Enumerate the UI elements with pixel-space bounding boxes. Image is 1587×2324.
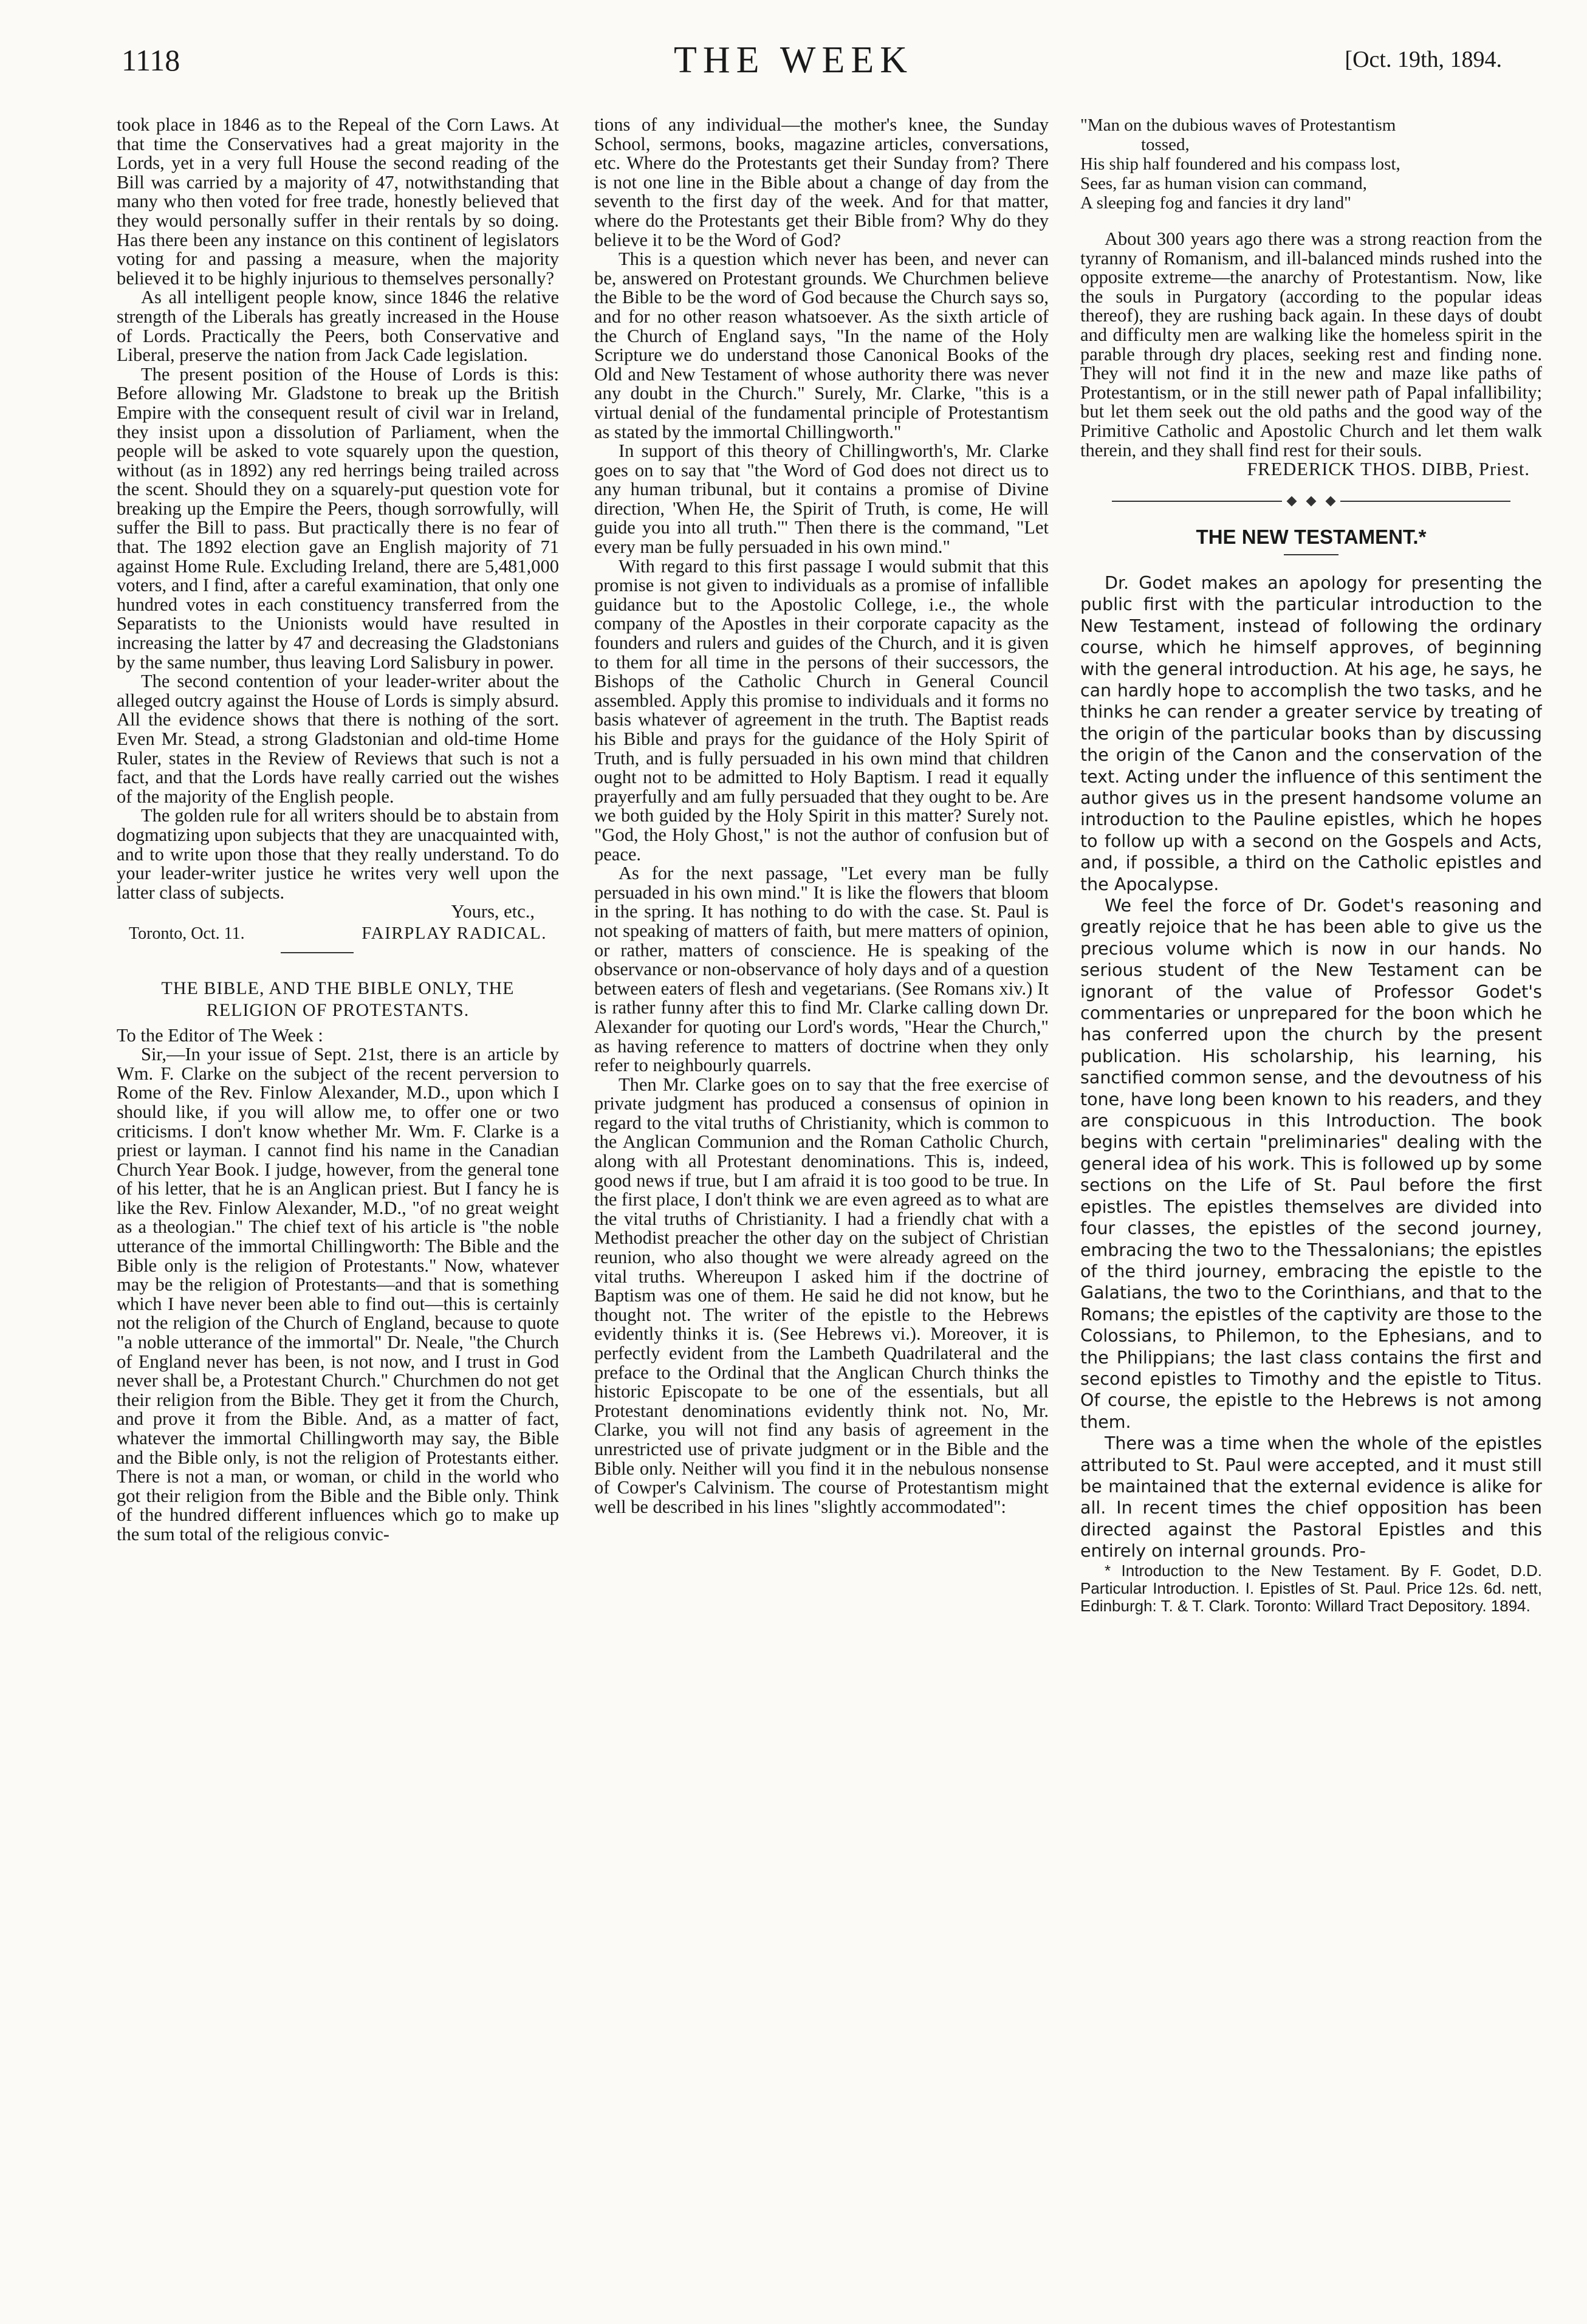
article-title-line: RELIGION OF PROTESTANTS. bbox=[206, 999, 470, 1020]
divider bbox=[1284, 554, 1338, 555]
paragraph: This is a question which never has been, and never can be, answered on Protestant grounds. We Churchmen believe the Bible to be the word of God because the Church says so, and for no other reason whatsoever. As the sixth article of the Church of England says, "In the name of the Holy Scripture we do understand those Canonical Books of the Old and New Testament of whose authority there was never any doubt in the Church." Surely, Mr. Clarke, "this is a virtual denial of the fundamental principle of Protestantism as stated by the immortal Chillingworth." bbox=[594, 249, 1049, 442]
letter-closing: Yours, etc., bbox=[451, 901, 535, 922]
paragraph: About 300 years ago there was a strong reaction from the tyranny of Romanism, and ill-balanced minds rushed into the opposite extreme—the anarchy of Protestantism. Now, like the souls in Purgatory (according to the popular ideas thereof), they are rushing back again. In these days of doubt and difficulty men are walking like the homeless spirit in the parable through dry places, seeking rest and finding none. They will not find it in the new and maze like paths of Protestantism, or in the still newer path of Papal infallibility; but let them seek out the old paths and the good way of the Primitive Catholic and Apostolic Church and let them walk therein, and they shall find rest for their souls. bbox=[1080, 228, 1542, 461]
poem-line: A sleeping fog and fancies it dry land" bbox=[1080, 193, 1351, 213]
poem-quote bbox=[1080, 115, 1542, 213]
article-title bbox=[117, 978, 559, 1021]
column-2 bbox=[594, 115, 1049, 2303]
ornamental-divider bbox=[1080, 490, 1542, 510]
paragraph: With regard to this first passage I would submit that this promise is not given to individuals as a promise of infallible guidance but to the Apostolic College, i.e., the whole company of the Apostles in their corporate capacity as the founders and rulers and guides of the Church, and it is given to them for all time in the persons of their successors, the Bishops of the Catholic Church in General Council assembled. Apply this promise to individuals and it forms no basis whatever of agreement in the truth. The Baptist reads his Bible and prays for the guidance of the Holy Spirit of Truth, and is fully persuaded in his own mind that children ought not to be admitted to Holy Baptism. I read it equally prayerfully and am fully persuaded that they ought to be. Are we both guided by the Holy Spirit in this matter? Surely not. "God, the Holy Ghost," is not the author of confusion but of peace. bbox=[594, 555, 1049, 865]
paragraph: took place in 1846 as to the Repeal of the Corn Laws. At that time the Conservatives had a great majority in the Lords, yet in a very full House the second reading of the Bill was carried by a majority of 47, notwithstanding that many who then voted for free trade, honestly believed that they would personally suffer in their rentals by so doing. Has there been any instance on this continent of legislators voting for and passing a measure, when the majority believed it to be highly injurious to themselves personally? bbox=[117, 115, 559, 289]
column-3 bbox=[1080, 115, 1542, 2303]
place-date: Toronto, Oct. 11. bbox=[129, 924, 245, 943]
paragraph: The second contention of your leader-writer about the alleged outcry against the House of Lords is simply absurd. All the evidence shows that there is nothing of the sort. Even Mr. Stead, a strong Gladstonian and old-time Home Ruler, states in the Review of Reviews that such is not a fact, and that the Lords have really carried out the wishes of the majority of the English people. bbox=[117, 671, 559, 807]
poem-line: Sees, far as human vision can command, bbox=[1080, 174, 1367, 193]
letter-signature: FAIRPLAY RADICAL. bbox=[362, 923, 547, 943]
divider bbox=[281, 952, 354, 953]
paragraph: There was a time when the whole of the epistles attributed to St. Paul were accepted, and it must still be maintained that the external evidence is alike for all. In recent times the chief opposition has been directed against the Pastoral Epistles and this entirely on internal grounds. Pro- bbox=[1080, 1433, 1542, 1561]
article-title: THE NEW TESTAMENT.* bbox=[1196, 526, 1427, 549]
poem-line: tossed, bbox=[1141, 135, 1190, 154]
page-number: 1118 bbox=[122, 43, 180, 77]
paragraph: tions of any individual—the mother's knee, the Sunday School, sermons, books, magazine articles, conversations, etc. Where do the Protestants get their Sunday from? There is not one line in the Bible about a change of day from the seventh to the first day of the week. And for that matter, where do the Protestants get their Bible from? Why do they believe it to be the Word of God? bbox=[594, 115, 1049, 250]
poem-line: "Man on the dubious waves of Protestantism bbox=[1080, 115, 1396, 135]
paragraph: Dr. Godet makes an apology for presenting the public first with the particular introduction to the New Testament, instead of following the ordinary course, which he himself approves, of beginning with the general introduction. At his age, he says, he can hardly hope to accomplish the two tasks, and he thinks he can render a greater service by treating of the origin of the particular books than by discussing the origin of the Canon and the conservation of the text. Acting under the influence of this sentiment the author gives us in the present handsome volume an introduction to the Pauline epistles, which he hopes to follow up with a second on the Gospels and Acts, and, if possible, a third on the Catholic epistles and the Apocalypse. bbox=[1080, 572, 1542, 894]
letter-signature: FREDERICK THOS. DIBB, Priest. bbox=[1247, 459, 1530, 480]
paragraph: In support of this theory of Chillingworth's, Mr. Clarke goes on to say that "the Word of God does not direct us to any human tribunal, but it contains a promise of Divine direction, 'When He, the Spirit of Truth, is come, He will guide you into all truth.'" Then there is the command, "Let every man be fully persuaded in his own mind." bbox=[594, 440, 1049, 558]
article-title-line: THE BIBLE, AND THE BIBLE ONLY, THE bbox=[161, 978, 515, 998]
poem-line: His ship half foundered and his compass lost, bbox=[1080, 154, 1400, 174]
letter-signature-line bbox=[117, 924, 559, 944]
paragraph: The present position of the House of Lords is this: Before allowing Mr. Gladstone to break up the British Empire with the consequent result of civil war in Ireland, they insist upon a dissolution of Parliament, when the people will be asked to vote squarely upon the question, without (as in 1892) any red herrings being trailed across the scent. Should they on a squarely-put question vote for breaking up the Empire the Peers, though sorrowfully, will suffer the Bill to pass. But practically there is no fear of that. The 1892 election gave an English majority of 71 against Home Rule. Excluding Ireland, there are 5,481,000 voters, and I find, after a careful examination, that only one hundred votes in each constituency transferred from the Separatists to the Unionists would have resulted in increasing the latter by 47 and decreasing the Gladstonians by the same number, thus leaving Lord Salisbury in power. bbox=[117, 363, 559, 673]
page-header bbox=[0, 0, 1587, 91]
paragraph: We feel the force of Dr. Godet's reasoning and greatly rejoice that he has been able to give us the precious volume which is now in our hands. No serious student of the New Testament can be ignorant of the value of Professor Godet's commentaries or unprepared for the boon which he has conferred upon the church by the present publication. His scholarship, his learning, his sanctified common sense, and the devoutness of his tone, have long been known to his readers, and they are conspicuous in this Introduction. The book begins with certain "preliminaries" dealing with the general idea of his work. This is followed up by some sections on the Life of St. Paul before the first epistles. The epistles themselves are divided into four classes, the epistles of the second journey, embracing the two to the Thessalonians; the epistles of the third journey, embracing the epistle to the Galatians, the two to the Corinthians, and that to the Romans; the epistles of the captivity are those to the Colossians, to Philemon, to the Ephesians, and to the Philippians; the last class contains the first and second epistles to Timothy and the epistle to Titus. Of course, the epistle to the Hebrews is not among them. bbox=[1080, 896, 1542, 1432]
review-body bbox=[1080, 572, 1542, 1562]
column-1 bbox=[117, 115, 559, 2303]
paragraph: As for the next passage, "Let every man be fully persuaded in his own mind." It is like the flowers that bloom in the spring. It has nothing to do with the case. St. Paul is not speaking of matters of faith, but mere matters of opinion, or rather, matters of conscience. He is speaking of the observance or non-observance of holy days and of a question between eaters of flesh and vegetarians. (See Romans xiv.) It is rather funny after this to find Mr. Clarke calling down Dr. Alexander for quoting our Lord's words, "Hear the Church," as having reference to matters of doctrine when they only refer to neighbourly quarrels. bbox=[594, 863, 1049, 1076]
salutation: To the Editor of The Week : bbox=[117, 1024, 323, 1046]
paragraph: As all intelligent people know, since 1846 the relative strength of the Liberals has greatly increased in the House of Lords. Practically the Peers, both Conservative and Liberal, preserve the nation from Jack Cade legislation. bbox=[117, 287, 559, 366]
footnote: * Introduction to the New Testament. By F. Godet, D.D. Particular Introduction. I. Epistles of St. Paul. Price 12s. 6d. nett, Edinburgh: T. & T. Clark. Toronto: Willard Tract Depository. 1894. bbox=[1080, 1561, 1542, 1615]
paragraph: Then Mr. Clarke goes on to say that the free exercise of private judgment has produced a consensus of opinion in regard to the vital truths of Christianity, which is common to the Anglican Communion and the Roman Catholic Church, along with all Protestant denominations. This is, indeed, good news if true, but I am afraid it is too good to be true. In the first place, I don't think we are even agreed as to what are the vital truths of Christianity. I had a friendly chat with a Methodist preacher the other day on the subject of Christian reunion, who also thought we were already agreed on the vital truths. Whereupon I asked him if the doctrine of Baptism was one of them. He said he did not know, but he thought not. The writer of the epistle to the Hebrews evidently thinks it is. (See Hebrews vi.). Moreover, it is perfectly evident from the Lambeth Quadrilateral and the preface to the Ordinal that the Anglican Church thinks the historic Episcopate to be one of the essentials, but all Protestant denominations evidently think not. No, Mr. Clarke, you will not find any basis of agreement in the unrestricted use of private judgment or in the Bible and the Bible only. Neither will you find it in the nebulous nonsense of Cowper's Calvinism. The course of Protestantism might well be described in his lines "slightly accommodated": bbox=[594, 1074, 1049, 1517]
paragraph: Sir,—In your issue of Sept. 21st, there is an article by Wm. F. Clarke on the subject of the recent perversion to Rome of the Rev. Finlow Alexander, M.D., upon which I should like, if you will allow me, to offer one or two criticisms. I don't know whether Mr. Wm. F. Clarke is a priest or layman. I cannot find his name in the Canadian Church Year Book. I judge, however, from the general tone of his letter, that he is an Anglican priest. But I fancy he is like the Rev. Finlow Alexander, M.D., "of no great weight as a theologian." The chief text of his article is "the noble utterance of the immortal Chillingworth: The Bible and the Bible only is the religion of Protestants." Now, whatever may be the religion of Protestants—and that is something which I have never been able to find out—this is certainly not the religion of the Church of England, because to quote "a noble utterance of the immortal" Dr. Neale, "the Church of England never has been, is not now, and I trust in God never shall be, a Protestant Church." Churchmen do not get their religion from the Bible. They get it from the Church, and prove it from the Bible. And, as a matter of fact, whatever the immortal Chillingworth may say, the Bible and the Bible only, is not the religion of Protestants either. There is not a man, or woman, or child in the world who got their religion from the Bible and the Bible only. Think of the hundred different influences which go to make up the sum total of the religious convic- bbox=[117, 1044, 559, 1544]
paragraph: The golden rule for all writers should be to abstain from dogmatizing upon subjects that they are unacquainted with, and to write upon those that they really understand. To do your leader-writer justice he writes very well upon the latter class of subjects. bbox=[117, 805, 559, 903]
issue-date: [Oct. 19th, 1894. bbox=[1345, 47, 1502, 72]
masthead-title: THE WEEK bbox=[674, 39, 913, 81]
